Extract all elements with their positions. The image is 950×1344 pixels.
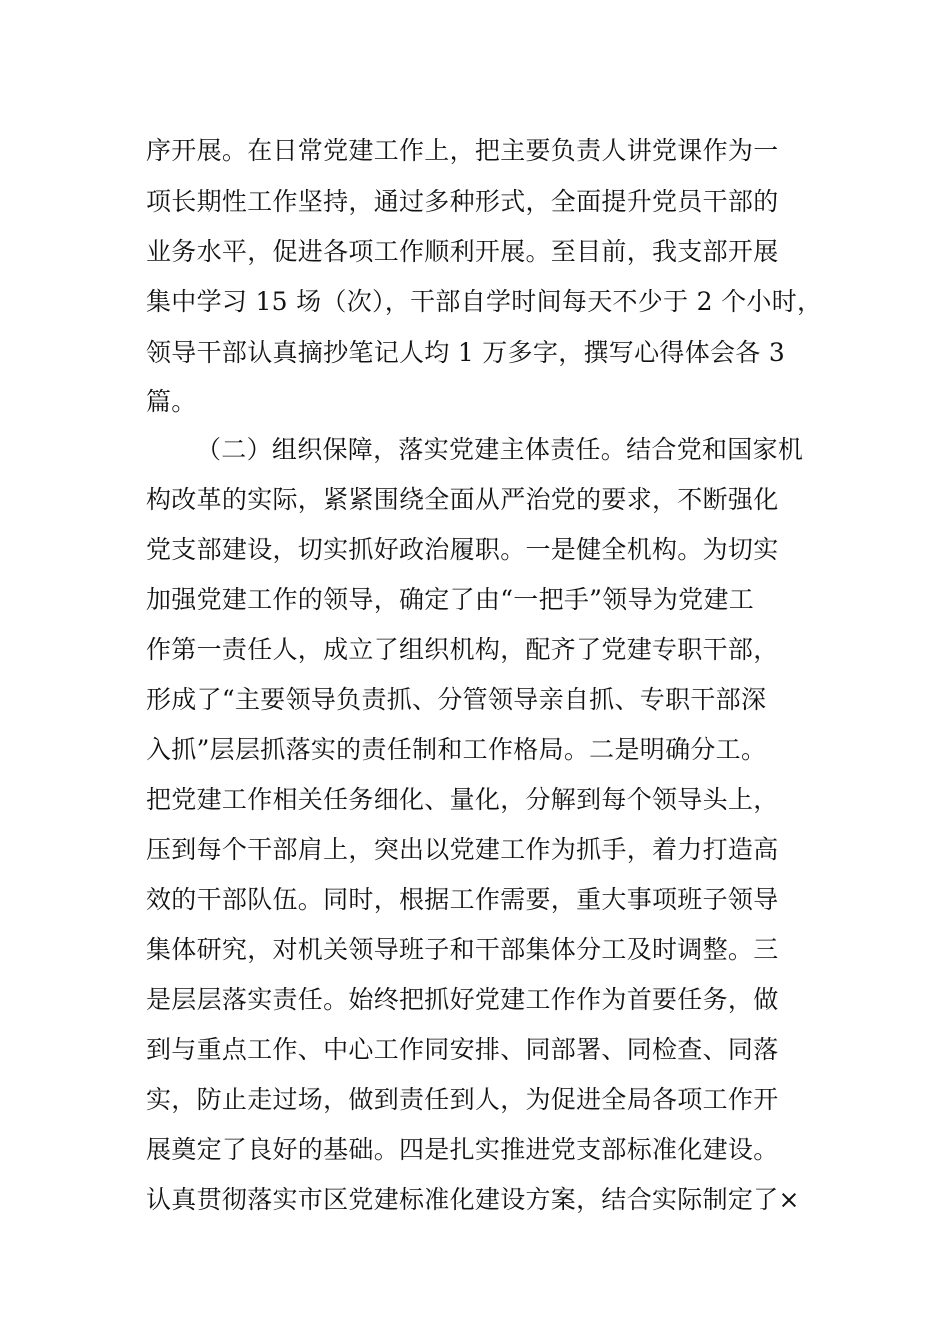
text-line: 集体研究，对机关领导班子和干部集体分工及时调整。三 xyxy=(146,935,779,964)
section-heading-line: （二）组织保障，落实党建主体责任。结合党和国家机 xyxy=(196,435,804,464)
text-line: 压到每个干部肩上，突出以党建工作为抓手，着力打造高 xyxy=(146,835,779,864)
text-line: 序开展。在日常党建工作上，把主要负责人讲党课作为一 xyxy=(146,136,779,165)
text-line: 是层层落实责任。始终把抓好党建工作作为首要任务，做 xyxy=(146,985,779,1014)
text-line: 领导干部认真摘抄笔记人均 1 万多字，撰写心得体会各 3 xyxy=(146,338,786,367)
text-line: 篇。 xyxy=(146,387,197,416)
text-line: 构改革的实际，紧紧围绕全面从严治党的要求，不断强化 xyxy=(146,485,779,514)
text-line: 业务水平，促进各项工作顺利开展。至目前，我支部开展 xyxy=(146,237,779,266)
text-line: 集中学习 15 场（次），干部自学时间每天不少于 2 个小时， xyxy=(146,287,823,316)
text-line: 把党建工作相关任务细化、量化，分解到每个领导头上， xyxy=(146,785,779,814)
text-line: 作第一责任人，成立了组织机构，配齐了党建专职干部， xyxy=(146,635,779,664)
text-line: 认真贯彻落实市区党建标准化建设方案，结合实际制定了× xyxy=(146,1185,800,1214)
text-line: 加强党建工作的领导，确定了由“一把手”领导为党建工 xyxy=(146,585,755,614)
text-line: 党支部建设，切实抓好政治履职。一是健全机构。为切实 xyxy=(146,535,779,564)
text-line: 到与重点工作、中心工作同安排、同部署、同检查、同落 xyxy=(146,1035,779,1064)
text-line: 实，防止走过场，做到责任到人，为促进全局各项工作开 xyxy=(146,1085,779,1114)
text-line: 项长期性工作坚持，通过多种形式，全面提升党员干部的 xyxy=(146,187,779,216)
text-line: 形成了“主要领导负责抓、分管领导亲自抓、专职干部深 xyxy=(146,685,767,714)
text-line: 入抓”层层抓落实的责任制和工作格局。二是明确分工。 xyxy=(146,735,767,764)
text-line: 效的干部队伍。同时，根据工作需要，重大事项班子领导 xyxy=(146,885,779,914)
text-line: 展奠定了良好的基础。四是扎实推进党支部标准化建设。 xyxy=(146,1135,779,1164)
